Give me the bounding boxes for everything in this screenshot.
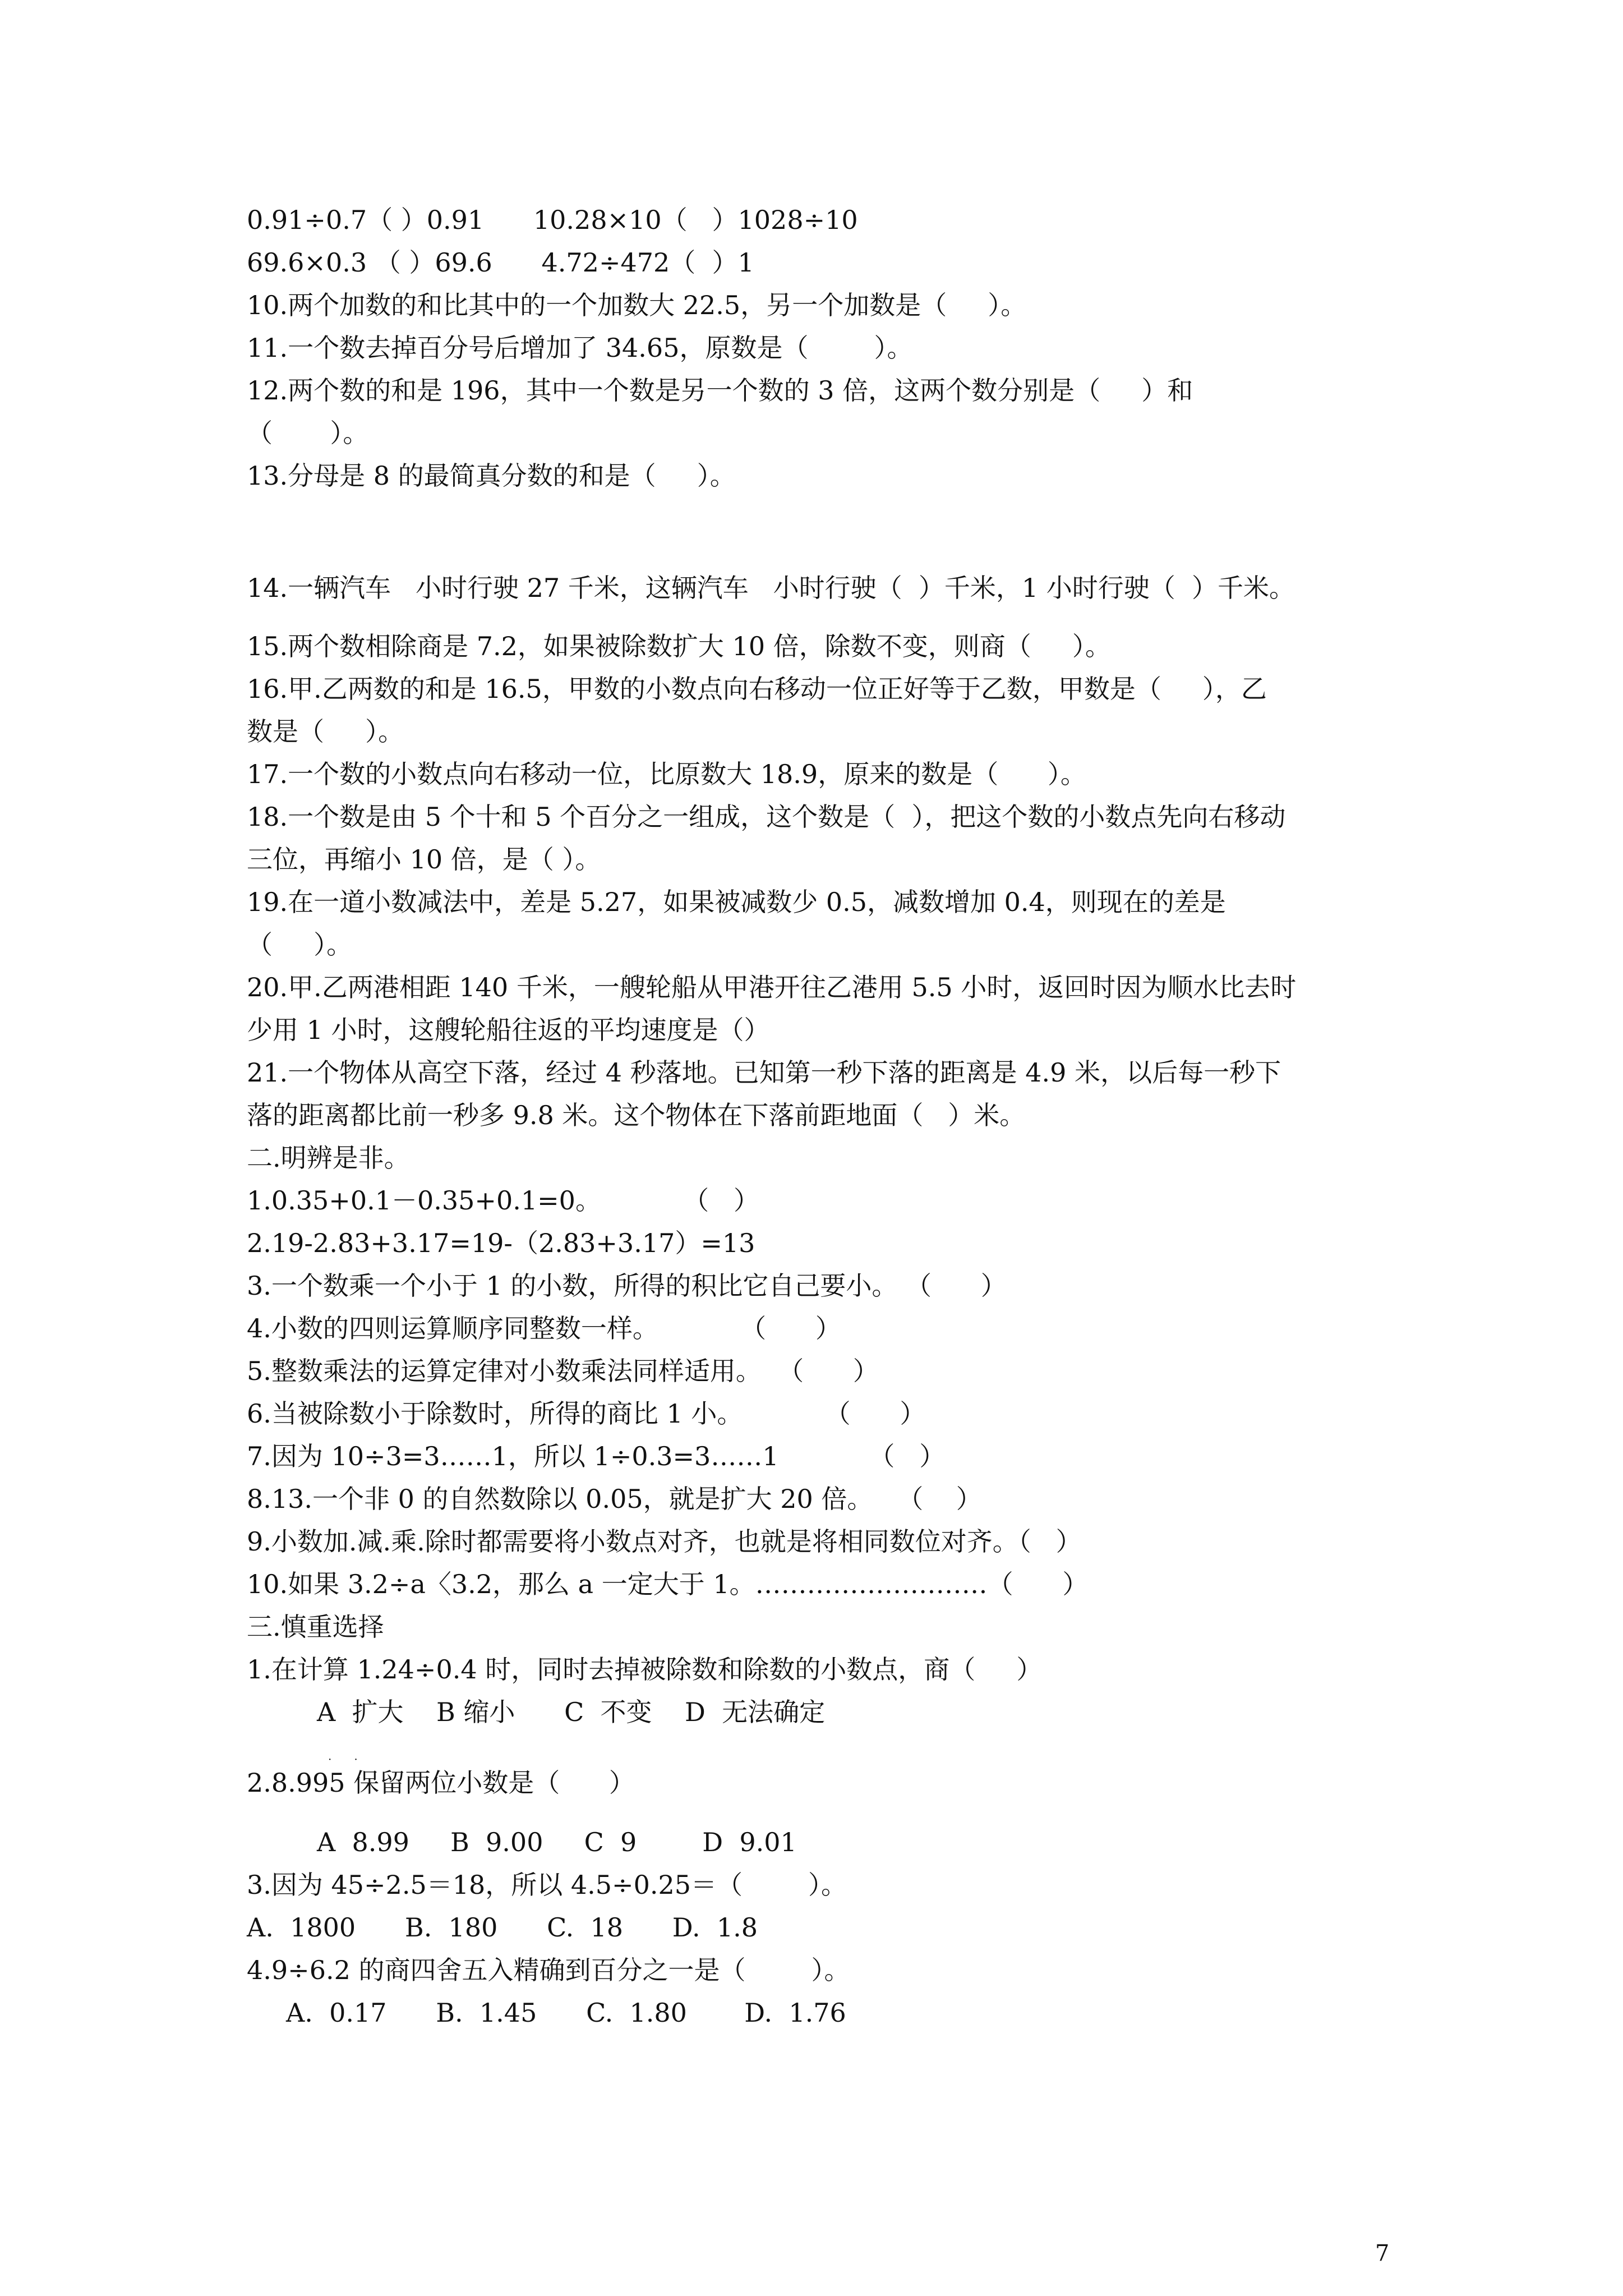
question-14: 14.一辆汽车 小时行驶 27 千米，这辆汽车 小时行驶（ ）千米，1 小时行驶（ ）千米。: [247, 573, 1295, 603]
question-21: 21.一个物体从高空下落，经过 4 秒落地。已知第一秒下落的距离是 4.9 米，以后每一秒下: [247, 1057, 1281, 1088]
true-false-item: 7.因为 10÷3=3……1，所以 1÷0.3=3……1 （ ）: [247, 1441, 946, 1471]
choice-question: 4.9÷6.2 的商四舍五入精确到百分之一是（ ）。: [247, 1955, 850, 1985]
question-20: 20.甲.乙两港相距 140 千米，一艘轮船从甲港开往乙港用 5.5 小时，返回时因为顺水比去时: [247, 972, 1297, 1002]
choice-options: A. 1800 B. 180 C. 18 D. 1.8: [247, 1912, 758, 1943]
question-12-continued: （ ）。: [247, 418, 369, 448]
true-false-item: 1.0.35+0.1－0.35+0.1=0。 （ ）: [247, 1185, 760, 1216]
question-16-continued: 数是（ ）。: [247, 716, 404, 747]
question-21-continued: 落的距离都比前一秒多 9.8 米。这个物体在下落前距地面（ ）米。: [247, 1100, 1026, 1130]
question-19: 19.在一道小数减法中，差是 5.27，如果被减数少 0.5，减数增加 0.4，则现在的差是: [247, 887, 1226, 917]
question-12: 12.两个数的和是 196，其中一个数是另一个数的 3 倍，这两个数分别是（ ）和: [247, 375, 1193, 406]
question-11: 11.一个数去掉百分号后增加了 34.65，原数是（ ）。: [247, 333, 913, 363]
true-false-item: 4.小数的四则运算顺序同整数一样。 （ ）: [247, 1313, 841, 1343]
section-heading-true-false: 二.明辨是非。: [247, 1143, 410, 1173]
page-number: 7: [1375, 2240, 1390, 2266]
true-false-item: 8.13.一个非 0 的自然数除以 0.05，就是扩大 20 倍。 （ ）: [247, 1484, 982, 1514]
choice-question: 1.在计算 1.24÷0.4 时，同时去掉被除数和除数的小数点，商（ ）: [247, 1654, 1043, 1685]
choice-options: A 扩大 B 缩小 C 不变 D 无法确定: [317, 1697, 826, 1727]
true-false-item: 10.如果 3.2÷a〈3.2，那么 a 一定大于 1。………………………（ ）: [247, 1569, 1089, 1599]
choice-options: A. 0.17 B. 1.45 C. 1.80 D. 1.76: [286, 1998, 846, 2028]
text-line: 69.6×0.3 （ ）69.6 4.72÷472（ ）1: [247, 247, 754, 278]
question-19-continued: （ ）。: [247, 930, 353, 960]
question-10: 10.两个加数的和比其中的一个加数大 22.5，另一个加数是（ ）。: [247, 290, 1027, 320]
text-line: 0.91÷0.7（ ）0.91 10.28×10（ ）1028÷10: [247, 205, 858, 235]
question-13: 13.分母是 8 的最简真分数的和是（ ）。: [247, 461, 736, 491]
question-15: 15.两个数相除商是 7.2，如果被除数扩大 10 倍，除数不变，则商（ ）。: [247, 631, 1111, 661]
repeating-decimal-dots: ··: [328, 1752, 380, 1766]
question-20-continued: 少用 1 小时，这艘轮船往返的平均速度是（）: [247, 1015, 770, 1045]
question-18: 18.一个数是由 5 个十和 5 个百分之一组成，这个数是（ ），把这个数的小数点先向右移动: [247, 802, 1286, 832]
question-16: 16.甲.乙两数的和是 16.5，甲数的小数点向右移动一位正好等于乙数，甲数是（ ），乙: [247, 674, 1267, 704]
choice-question: 2.8.995 保留两位小数是（ ）: [247, 1768, 635, 1798]
choice-options: A 8.99 B 9.00 C 9 D 9.01: [317, 1827, 797, 1857]
true-false-item: 5.整数乘法的运算定律对小数乘法同样适用。 （ ）: [247, 1356, 879, 1386]
true-false-item: 3.一个数乘一个小于 1 的小数，所得的积比它自己要小。 （ ）: [247, 1271, 1007, 1301]
true-false-item: 9.小数加.减.乘.除时都需要将小数点对齐，也就是将相同数位对齐。（ ）: [247, 1526, 1082, 1557]
question-17: 17.一个数的小数点向右移动一位，比原数大 18.9，原来的数是（ ）。: [247, 759, 1086, 789]
question-18-continued: 三位，再缩小 10 倍，是（ ）。: [247, 844, 601, 875]
choice-question: 3.因为 45÷2.5＝18，所以 4.5÷0.25＝（ ）。: [247, 1870, 847, 1900]
true-false-item: 2.19-2.83+3.17=19-（2.83+3.17）=13: [247, 1228, 755, 1258]
true-false-item: 6.当被除数小于除数时，所得的商比 1 小。 （ ）: [247, 1398, 926, 1429]
section-heading-multiple-choice: 三.慎重选择: [247, 1612, 384, 1642]
